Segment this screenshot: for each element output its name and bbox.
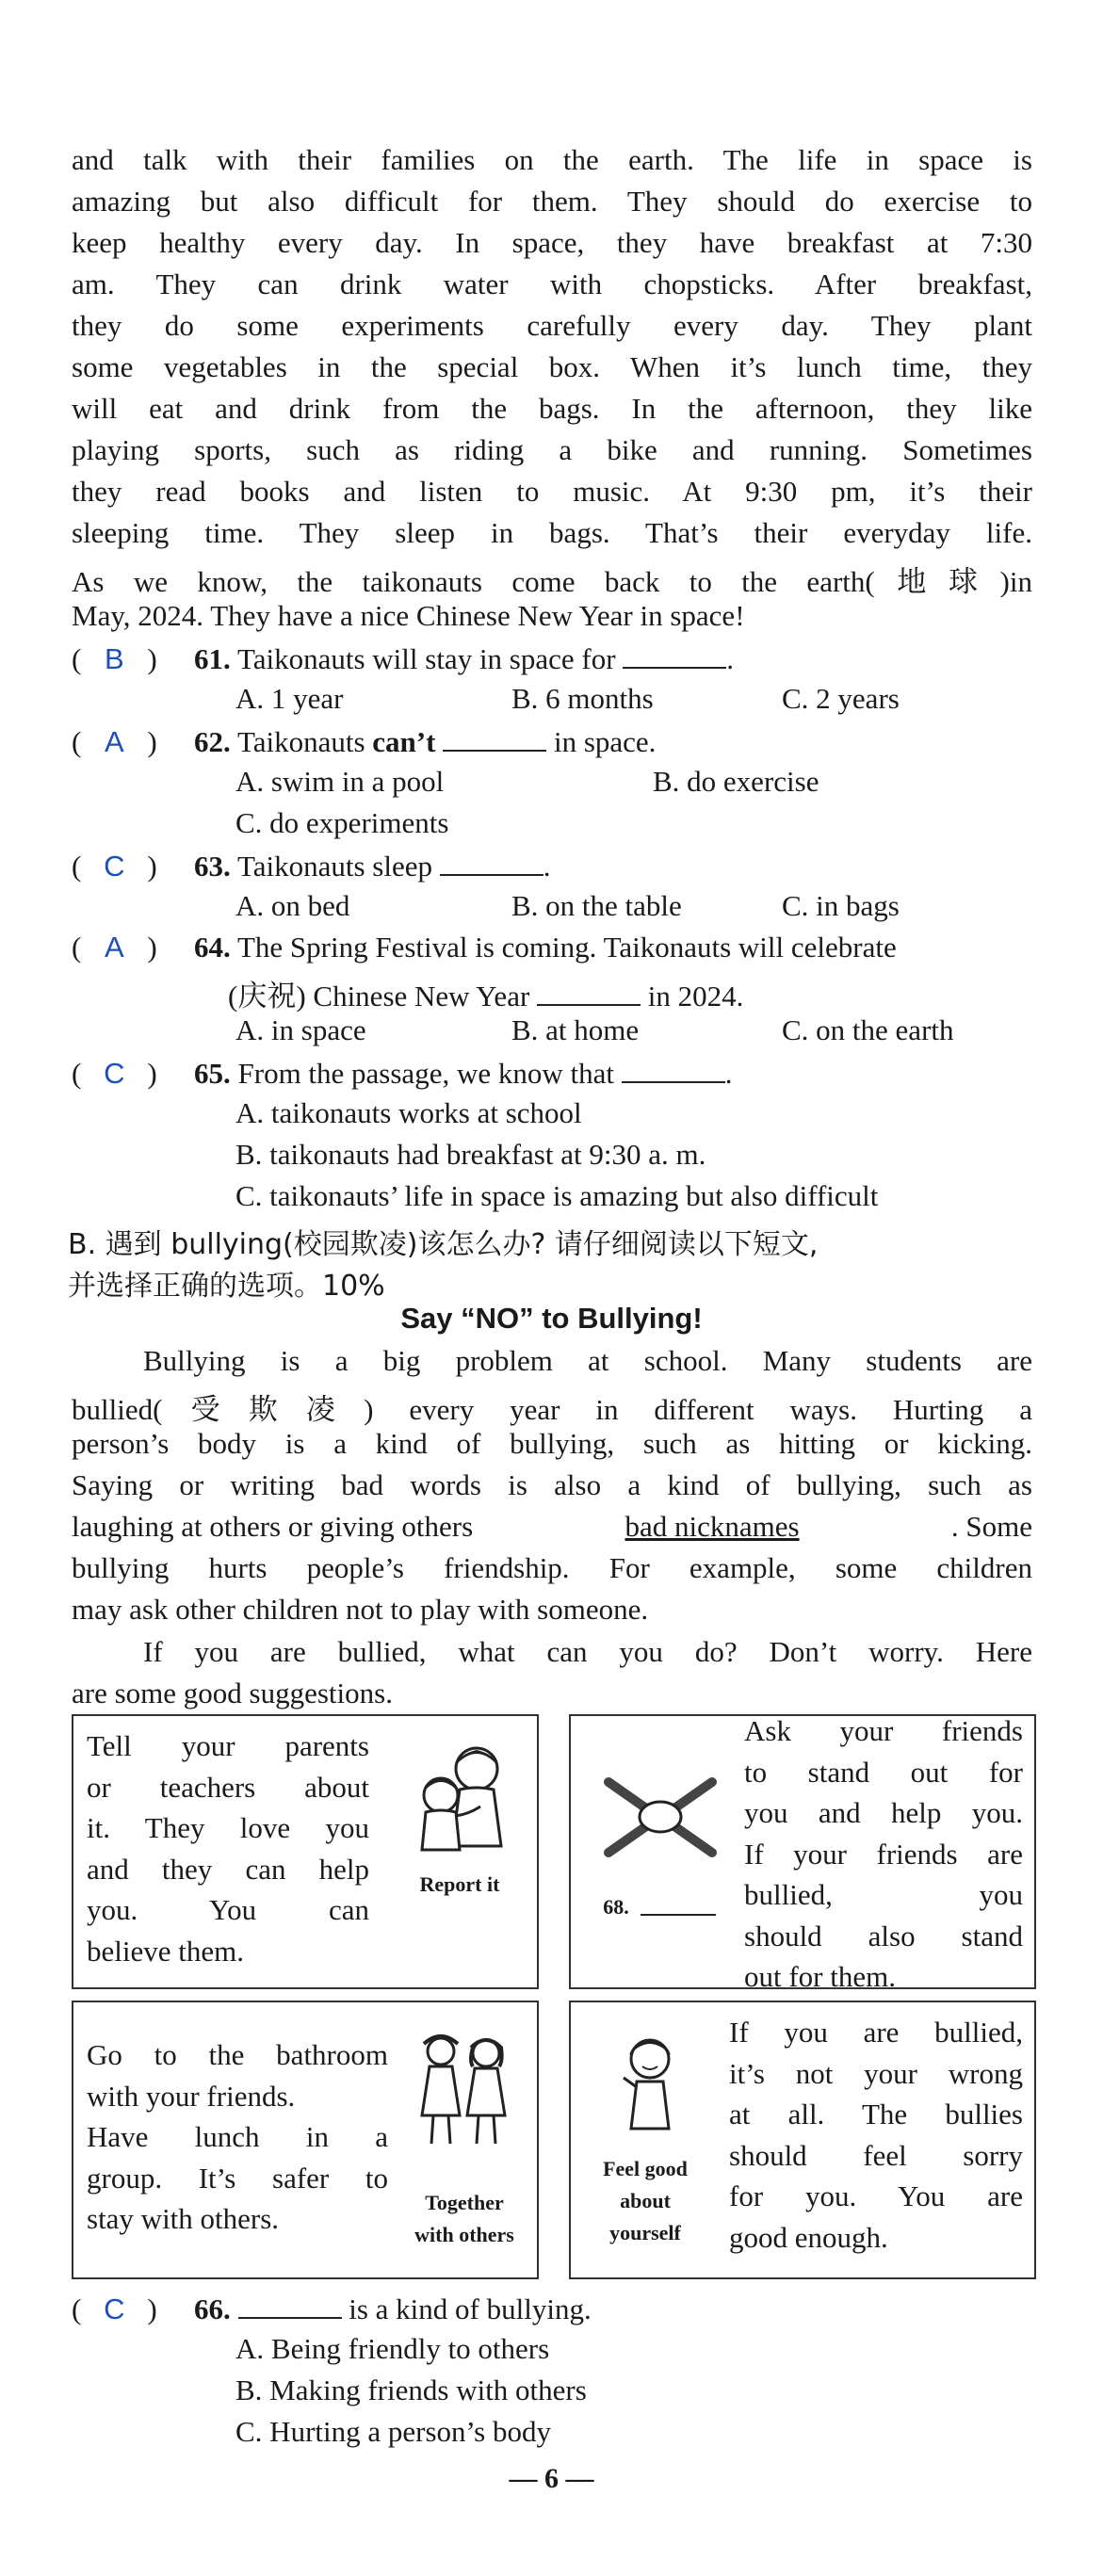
passage-line: they do some experiments carefully every day. They plant — [72, 309, 1032, 342]
box-text — [87, 1725, 369, 1971]
passage-line: Saying or writing bad words is also a kind of bullying, such as — [72, 1468, 1032, 1501]
question-stem-bold: can’t — [372, 725, 436, 758]
option-b[interactable]: B. on the table — [511, 889, 682, 922]
suggestion-box-together — [72, 2001, 539, 2279]
passage-line: may ask other children not to play with someone. — [72, 1593, 649, 1626]
answer-blank[interactable] — [238, 2291, 342, 2319]
box-caption: Feel good — [603, 2157, 688, 2180]
question-stem-end: in space. — [553, 725, 657, 758]
box-line: and they can help — [87, 1852, 369, 1886]
box-line: or teachers about — [87, 1770, 369, 1804]
box-line: to stand out for — [744, 1755, 1023, 1789]
suggestion-box-report — [72, 1714, 539, 1989]
answer-63: C — [104, 850, 125, 883]
box-line: it’s not your wrong — [729, 2056, 1023, 2090]
option-b[interactable]: B. 6 months — [511, 682, 654, 715]
box-line: Tell your parents — [87, 1729, 369, 1762]
box-line: good enough. — [729, 2220, 888, 2254]
question-61: ( B ) 61. Taikonauts will stay in space for . — [72, 642, 735, 675]
box-line: should also stand — [744, 1919, 1023, 1952]
option-b[interactable]: B. Making friends with others — [235, 2373, 587, 2406]
box-line: believe them. — [87, 1934, 244, 1968]
option-a[interactable]: A. in space — [235, 1013, 366, 1046]
passage-line: Bullying is a big problem at school. Many students are — [143, 1344, 1032, 1377]
passage-line: playing sports, such as riding a bike and running. Sometimes — [72, 433, 1032, 466]
option-a[interactable]: A. taikonauts works at school — [235, 1096, 582, 1129]
box-line: out for them. — [744, 1960, 896, 1993]
box-line: If you are bullied, — [729, 2016, 1023, 2049]
box-text — [87, 2034, 388, 2240]
option-a[interactable]: A. on bed — [235, 889, 350, 922]
box-line: should feel sorry — [729, 2138, 1023, 2172]
hugging-children-icon — [394, 1733, 526, 1865]
box-text — [744, 1710, 1023, 1998]
option-c[interactable]: C. on the earth — [782, 1013, 954, 1046]
question-stem: Taikonauts will stay in space for — [236, 642, 616, 675]
passage-line: bullied(受欺凌) every year in different ways. Hurting a — [72, 1393, 1032, 1426]
question-stem-end: . — [724, 1057, 733, 1090]
box-caption: yourself — [609, 2221, 681, 2244]
answer-65: C — [104, 1057, 125, 1090]
passage-line: keep healthy every day. In space, they have breakfast at 7:30 — [72, 226, 1032, 259]
question-number: 62. — [194, 725, 231, 758]
answer-blank[interactable] — [537, 978, 641, 1006]
question-stem: The Spring Festival is coming. Taikonauts will celebrate — [236, 931, 897, 964]
underlined-phrase: bad nicknames — [624, 1510, 800, 1543]
question-stem: is a kind of bullying. — [349, 2292, 592, 2325]
option-a[interactable]: A. Being friendly to others — [235, 2332, 550, 2365]
box-line: Ask your friends — [744, 1714, 1023, 1747]
box-line: stay with others. — [87, 2202, 280, 2235]
box-line: with your friends. — [87, 2079, 296, 2113]
question-65: ( C ) 65. From the passage, we know that . — [72, 1057, 733, 1090]
option-b[interactable]: B. taikonauts had breakfast at 9:30 a. m. — [235, 1138, 706, 1171]
question-stem-end: in 2024. — [647, 980, 744, 1013]
passage-line: and talk with their families on the earth. The life in space is — [72, 143, 1032, 176]
passage-text: . Some — [950, 1510, 1032, 1543]
option-c[interactable]: C. in bags — [782, 889, 900, 922]
suggestion-box-feel-good — [569, 2001, 1036, 2279]
answer-64: A — [104, 931, 124, 964]
question-64-line-2 — [228, 972, 743, 1014]
box-caption: about — [620, 2189, 671, 2212]
box-line: for you. You are — [729, 2179, 1023, 2212]
option-c[interactable]: C. Hurting a person’s body — [235, 2415, 551, 2448]
box-line: you. You can — [87, 1893, 369, 1926]
section-b-instruction: B. 遇到 bullying(校园欺凌)该怎么办? 请仔细阅读以下短文, — [68, 1228, 819, 1261]
option-a[interactable]: A. 1 year — [235, 682, 344, 715]
question-62: ( A ) 62. Taikonauts can’t in space. — [72, 725, 657, 758]
passage-line: May, 2024. They have a nice Chinese New Year in space! — [72, 599, 745, 632]
answer-blank[interactable] — [623, 640, 726, 669]
page-number: — 6 — — [509, 2463, 594, 2494]
box-line: group. It’s safer to — [87, 2161, 388, 2195]
question-number: 65. — [194, 1057, 231, 1090]
question-stem: Taikonauts — [236, 725, 373, 758]
passage-line: will eat and drink from the bags. In the afternoon, they like — [72, 392, 1032, 425]
section-b-instruction: 并选择正确的选项。10% — [68, 1270, 385, 1303]
option-c[interactable]: C. 2 years — [782, 682, 900, 715]
option-c[interactable]: C. taikonauts’ life in space is amazing but also difficult — [235, 1179, 879, 1212]
joined-hands-icon — [599, 1763, 722, 1867]
question-stem: From the passage, we know that — [237, 1057, 614, 1090]
answer-blank-68[interactable] — [641, 1914, 716, 1916]
passage-line: some vegetables in the special box. When it’s lunch time, they — [72, 350, 1032, 383]
box-caption: with others — [414, 2223, 514, 2246]
passage-line: are some good suggestions. — [72, 1677, 393, 1709]
question-number: 63. — [194, 850, 231, 883]
answer-blank[interactable] — [622, 1055, 725, 1083]
passage-text: laughing at others or giving others — [72, 1510, 474, 1543]
option-b[interactable]: B. do exercise — [653, 765, 819, 798]
question-64: ( A ) 64. The Spring Festival is coming. Taikonauts will celebrate — [72, 931, 897, 964]
answer-blank[interactable] — [440, 848, 543, 876]
passage-line: person’s body is a kind of bullying, such as hitting or kicking. — [72, 1427, 1032, 1460]
question-stem: (庆祝) Chinese New Year — [228, 980, 530, 1013]
option-a[interactable]: A. swim in a pool — [235, 765, 445, 798]
option-c[interactable]: C. do experiments — [235, 806, 449, 839]
passage-line: sleeping time. They sleep in bags. That’s their everyday life. — [72, 516, 1032, 549]
answer-61: B — [104, 642, 124, 675]
passage-b-title: Say “NO” to Bullying! — [400, 1302, 703, 1335]
box-caption: Together — [425, 2191, 504, 2214]
question-stem-end: . — [543, 850, 551, 883]
passage-line — [72, 1510, 1032, 1544]
box-line: Go to the bathroom — [87, 2038, 388, 2071]
box-line: bullied, you — [744, 1878, 1023, 1911]
answer-62: A — [104, 725, 124, 758]
question-stem-end: . — [726, 642, 735, 675]
box-caption: Report it — [419, 1872, 500, 1896]
passage-line: amazing but also difficult for them. They should do exercise to — [72, 185, 1032, 218]
passage-line: they read books and listen to music. At 9:30 pm, it’s their — [72, 475, 1032, 508]
box-line: you and help you. — [744, 1796, 1023, 1829]
passage-line: As we know, the taikonauts come back to the earth(地球)in — [72, 565, 1032, 598]
question-68-number: 68. — [603, 1895, 629, 1919]
suggestion-box-friends — [569, 1714, 1036, 1993]
box-line: at all. The bullies — [729, 2098, 1023, 2130]
box-line: it. They love you — [87, 1811, 369, 1844]
question-number: 66. — [194, 2292, 231, 2325]
question-66: ( C ) 66. is a kind of bullying. — [72, 2292, 592, 2325]
question-stem: Taikonauts sleep — [236, 850, 432, 883]
box-text — [729, 2012, 1023, 2258]
answer-blank[interactable] — [443, 723, 546, 752]
box-line: If your friends are — [744, 1837, 1023, 1871]
question-number: 61. — [194, 642, 231, 675]
passage-line: If you are bullied, what can you do? Don’t worry. Here — [143, 1635, 1032, 1668]
question-number: 64. — [194, 931, 231, 964]
option-b[interactable]: B. at home — [511, 1013, 640, 1046]
passage-line: am. They can drink water with chopsticks. After breakfast, — [72, 267, 1032, 300]
passage-line: bullying hurts people’s friendship. For example, some children — [72, 1551, 1032, 1584]
two-girls-icon — [413, 2029, 516, 2151]
box-line: Have lunch in a — [87, 2120, 388, 2153]
smiling-girl-icon — [612, 2031, 688, 2134]
question-63: ( C ) 63. Taikonauts sleep . — [72, 850, 551, 883]
answer-66: C — [104, 2292, 125, 2325]
